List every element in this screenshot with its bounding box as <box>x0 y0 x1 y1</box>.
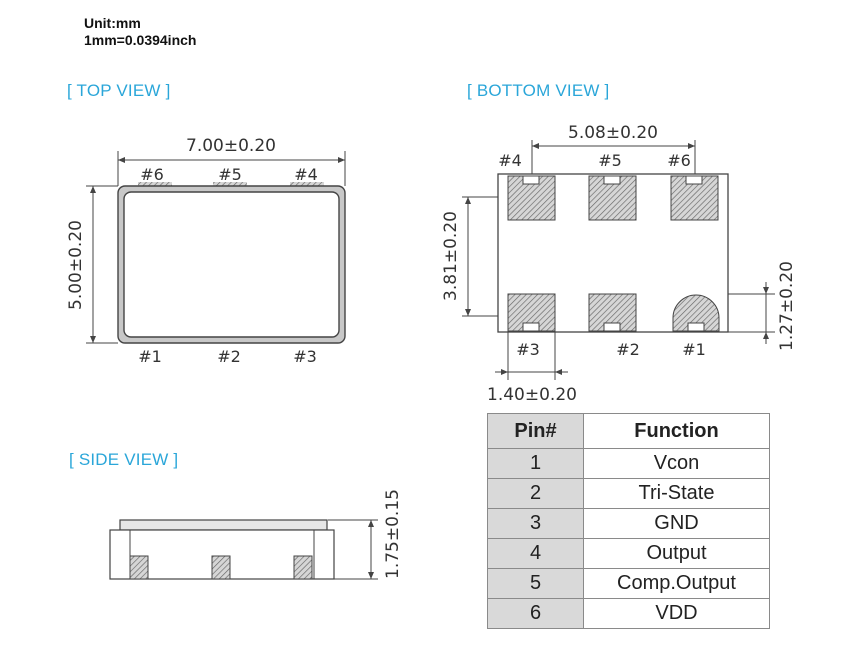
bottom-pad-height-dim: 1.27±0.20 <box>777 261 797 351</box>
bottom-pin-label: #4 <box>498 151 522 170</box>
pad <box>589 176 636 220</box>
side-view-title: [ SIDE VIEW ] <box>69 450 179 469</box>
table-row <box>488 509 770 539</box>
pin-number: 5 <box>488 569 584 599</box>
table-row <box>488 449 770 479</box>
pin-function: VDD <box>584 599 770 629</box>
bottom-pin-label: #1 <box>682 340 706 359</box>
side-lid <box>120 520 327 530</box>
pin-function: Vcon <box>584 449 770 479</box>
table-row <box>488 569 770 599</box>
top-pin-label: #5 <box>218 165 242 184</box>
side-height-dim: 1.75±0.15 <box>383 489 403 579</box>
bottom-pin-label: #5 <box>598 151 622 170</box>
table-header-row <box>488 414 770 449</box>
side-terminal <box>294 556 312 579</box>
top-pin-label: #6 <box>140 165 164 184</box>
pin-function: GND <box>584 509 770 539</box>
conversion-line: 1mm=0.0394inch <box>84 32 197 48</box>
pad <box>508 294 555 331</box>
table-row <box>488 599 770 629</box>
pin-function: Tri-State <box>584 479 770 509</box>
pin-number: 2 <box>488 479 584 509</box>
side-terminal <box>212 556 230 579</box>
bottom-height-dim: 3.81±0.20 <box>441 211 461 301</box>
top-pin-label: #3 <box>293 347 317 366</box>
pin-function: Output <box>584 539 770 569</box>
bottom-pad-spacing-dim: 5.08±0.20 <box>568 123 658 143</box>
package-lid <box>124 192 339 337</box>
unit-line: Unit:mm <box>84 15 141 31</box>
table-row <box>488 539 770 569</box>
top-view-title: [ TOP VIEW ] <box>67 81 171 100</box>
pad <box>589 294 636 331</box>
bottom-pin-label: #6 <box>667 151 691 170</box>
side-terminal <box>130 556 148 579</box>
function-header: Function <box>584 414 770 449</box>
pad <box>671 176 718 220</box>
bottom-pin-label: #3 <box>516 340 540 359</box>
bottom-pad-width-dim: 1.40±0.20 <box>487 385 577 405</box>
pin-number: 4 <box>488 539 584 569</box>
top-width-dim: 7.00±0.20 <box>186 136 276 156</box>
pin-number: 1 <box>488 449 584 479</box>
table-row <box>488 479 770 509</box>
pin-function-table <box>487 413 770 629</box>
top-pin-label: #1 <box>138 347 162 366</box>
top-pin-label: #2 <box>217 347 241 366</box>
top-height-dim: 5.00±0.20 <box>66 220 86 310</box>
pin-number: 3 <box>488 509 584 539</box>
pin-function: Comp.Output <box>584 569 770 599</box>
bottom-view-title: [ BOTTOM VIEW ] <box>467 81 610 100</box>
pad <box>508 176 555 220</box>
top-pin-label: #4 <box>294 165 318 184</box>
pin-number: 6 <box>488 599 584 629</box>
bottom-pin-label: #2 <box>616 340 640 359</box>
pin-header: Pin# <box>488 414 584 449</box>
side-view <box>110 520 378 579</box>
